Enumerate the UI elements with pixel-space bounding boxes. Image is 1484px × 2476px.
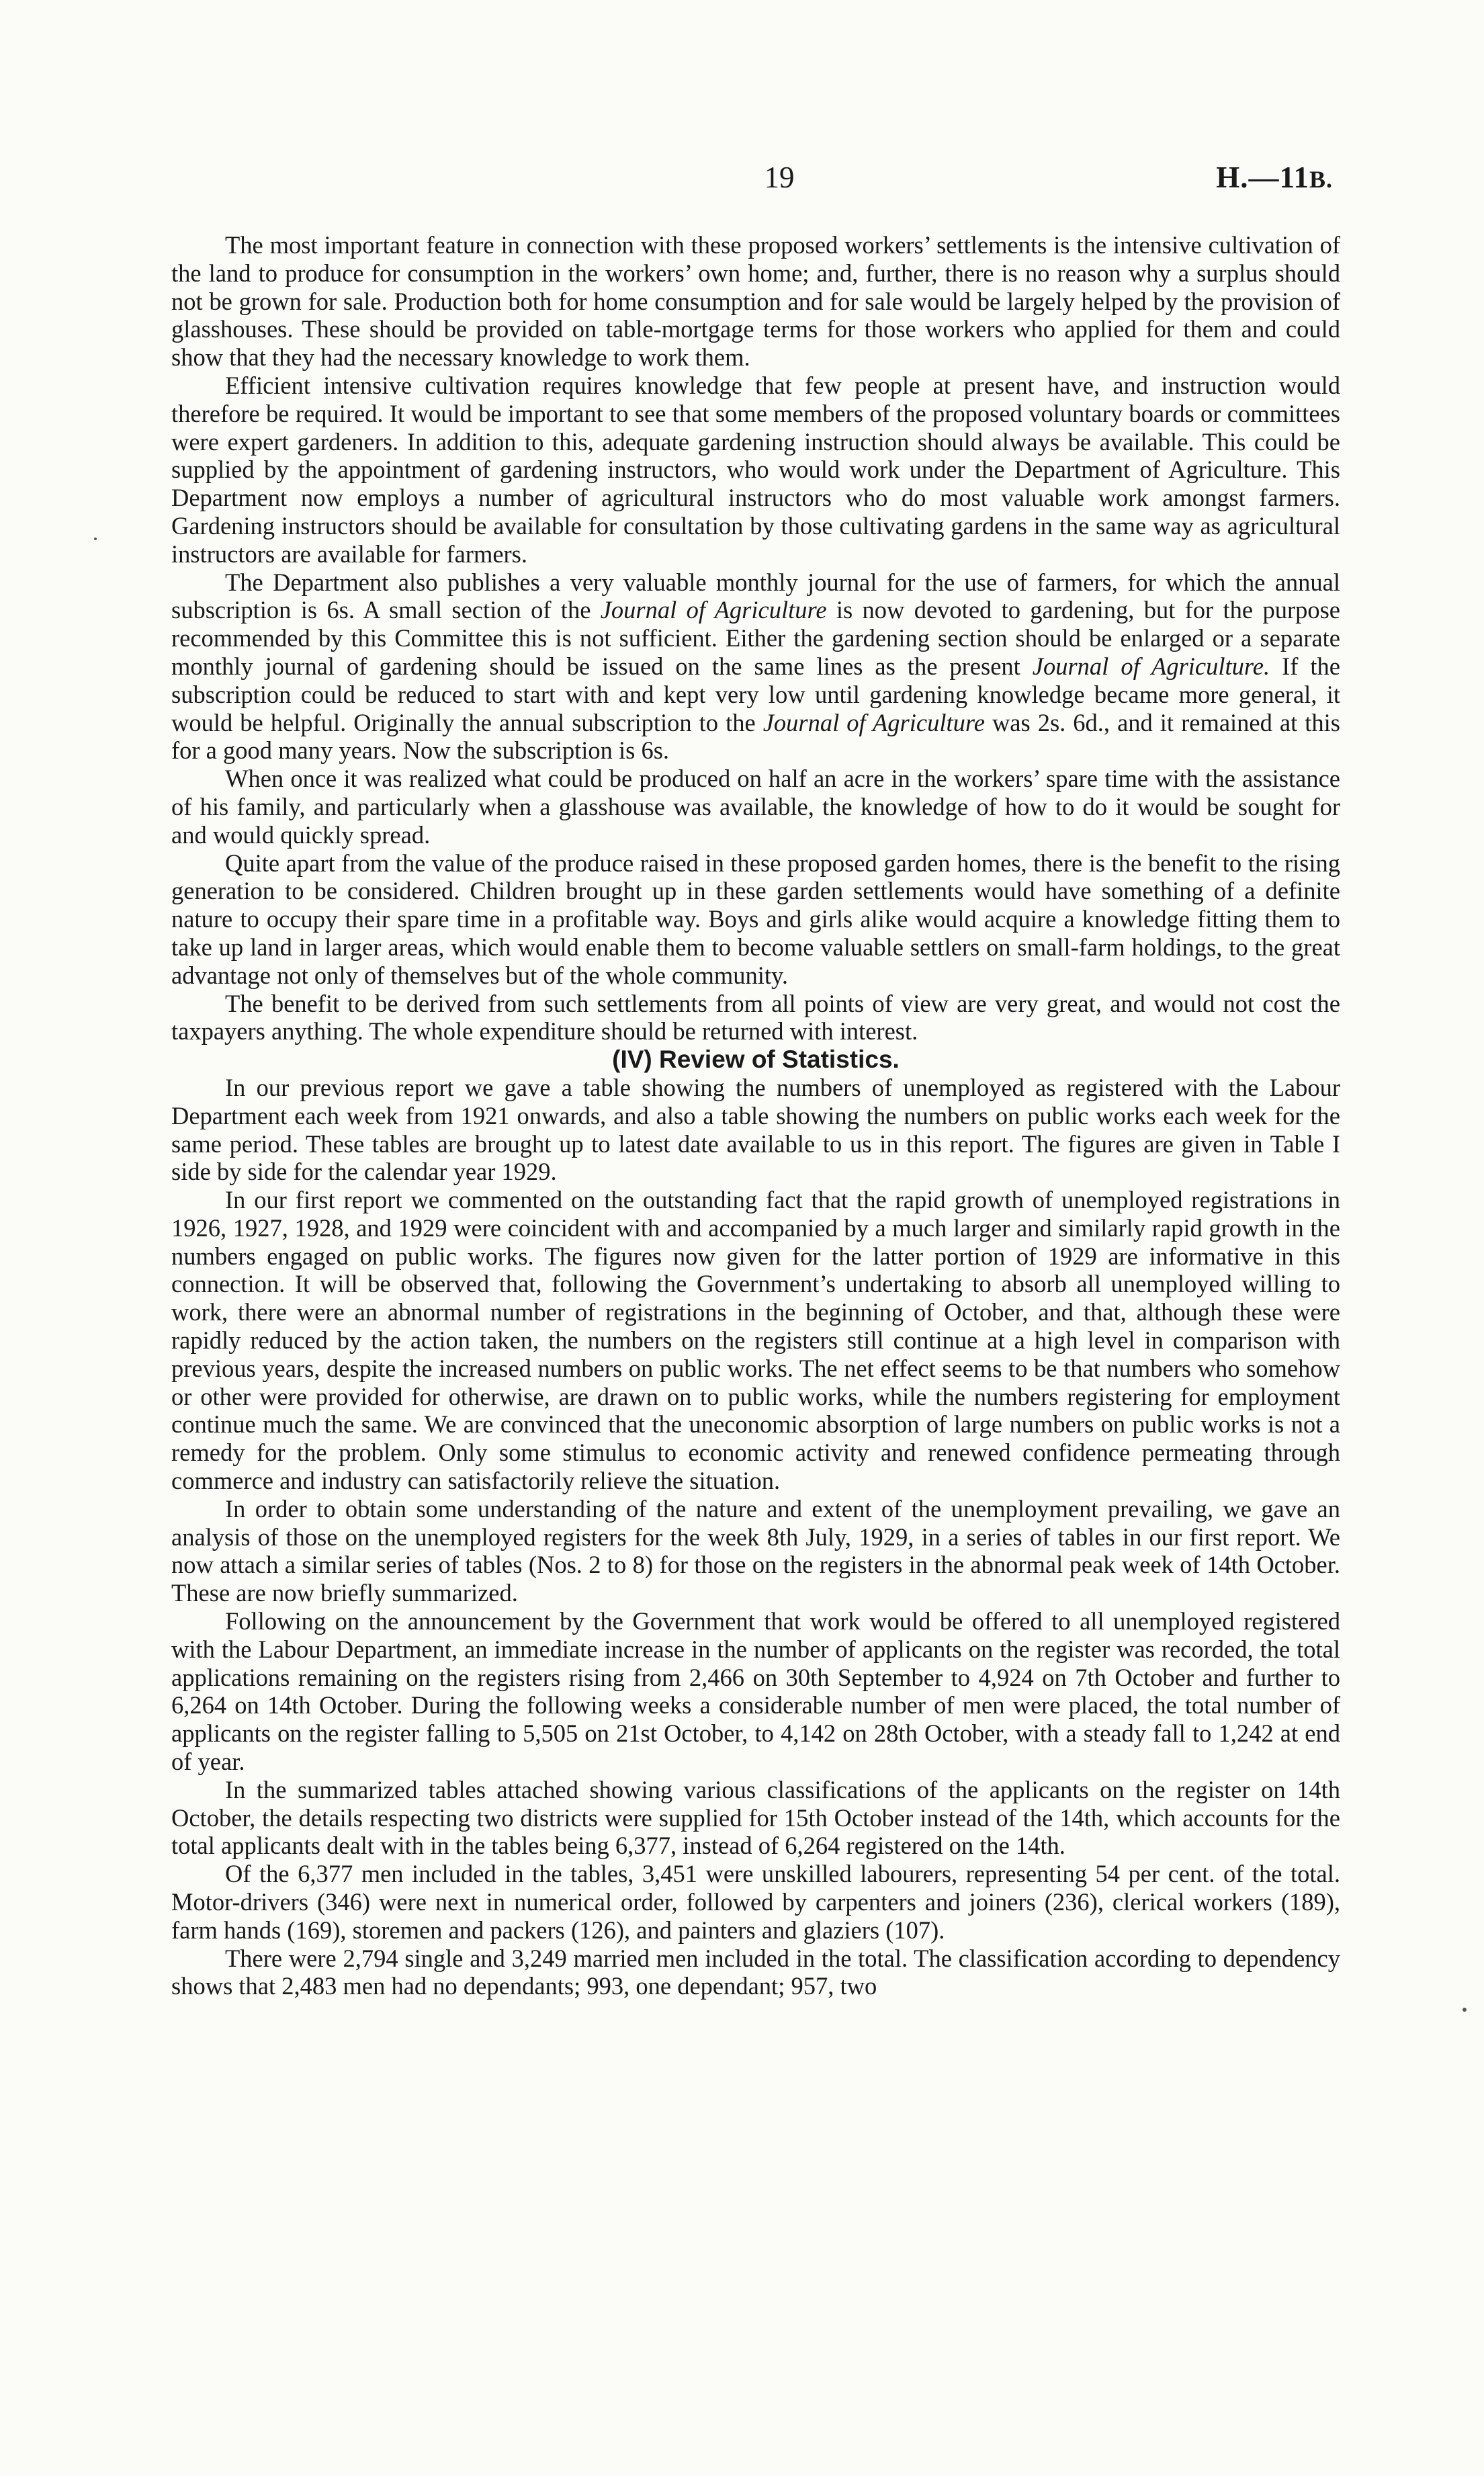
page-number: 19	[764, 161, 795, 194]
paragraph: Quite apart from the value of the produce raised in these proposed garden homes, there is the benefit to the rising generation to be considered. Children brought up in these garden settlements would have something of a definite nature to occupy their spare time in a profitable way. Boys and girls alike would acquire a knowledge fitting them to take up land in larger areas, which would enable them to become valuable settlers on small-farm holdings, to the great advantage not only of themselves but of the whole community.	[171, 849, 1340, 989]
paragraph: Of the 6,377 men included in the tables, 3,451 were unskilled labourers, representing 54 per cent. of the total. Motor-drivers (346) were next in numerical order, followed by carpenters and joiners (236), clerical workers (189), farm hands (169), storemen and packers (126), and painters and glaziers (107).	[171, 1860, 1340, 1944]
journal-title: Journal of Agriculture.	[1032, 652, 1270, 680]
doc-ref-main: H.—11	[1216, 161, 1309, 194]
paragraph: Efficient intensive cultivation requires knowledge that few people at present have, and instruction would therefore be required. It would be important to see that some members of the proposed voluntary boards or committees were expert gardeners. In addition to this, adequate gardening instruction should always be available. This could be supplied by the appointment of gardening instructors, who would work under the Department of Agriculture. This Department now employs a number of agricultural instructors who do most valuable work amongst farmers. Gardening instructors should be available for consultation by those cultivating gardens in the same way as agricultural instructors are available for farmers.	[171, 371, 1340, 568]
text-run: The Department also publishes a very valuable monthly journal for the use of farmers, for which the annual subscription is 6s. A small section of the	[171, 568, 1340, 624]
journal-title: Journal of Agriculture	[762, 708, 985, 736]
text-run: was 2s. 6d., and it remained at this for a good many years. Now the subscription is 6s.	[171, 708, 1340, 765]
paragraph: Following on the announcement by the Government that work would be offered to all unemployed registered with the Labour Department, an immediate increase in the number of applicants on the register was recorded, the total applications remaining on the registers rising from 2,466 on 30th September to 4,924 on 7th October and further to 6,264 on 14th October. During the following weeks a considerable number of men were placed, the total number of applicants on the register falling to 5,505 on 21st October, to 4,142 on 28th October, with a steady fall to 1,242 at end of year.	[171, 1607, 1340, 1776]
doc-ref-suffix: B.	[1309, 166, 1333, 193]
section-heading: (IV) Review of Statistics.	[612, 1045, 900, 1074]
paragraph: In the summarized tables attached showing various classifications of the applicants on the register on 14th October, the details respecting two districts were supplied for 15th October instead of the 14th, which accounts for the total applicants dealt with in the tables being 6,377, instead of 6,264 registered on the 14th.	[171, 1775, 1340, 1860]
scan-speck	[94, 538, 97, 540]
text-run: is now devoted to gardening, but for the purpose recommended by this Committee this is not sufficient. Either the gardening section should be enlarged or a separate monthly journal of gardening should be issued on the same lines as the present	[171, 596, 1341, 680]
paragraph: In order to obtain some understanding of the nature and extent of the unemployment prevailing, we gave an analysis of those on the unemployed registers for the week 8th July, 1929, in a series of tables in our first report. We now attach a similar series of tables (Nos. 2 to 8) for those on the registers in the abnormal peak week of 14th October. These are now briefly summarized.	[171, 1494, 1340, 1607]
journal-title: Journal of Agriculture	[600, 596, 827, 624]
paragraph: There were 2,794 single and 3,249 married men included in the total. The classification according to dependency shows that 2,483 men had no dependants; 993, one dependant; 957, two	[171, 1944, 1340, 2000]
paragraph: In our first report we commented on the outstanding fact that the rapid growth of unemployed registrations in 1926, 1927, 1928, and 1929 were coincident with and accompanied by a much larger and similarly rapid growth in the numbers engaged on public works. The figures now given for the latter portion of 1929 are informative in this connection. It will be observed that, following the Government’s undertaking to absorb all unemployed willing to work, there were an abnormal number of registrations in the beginning of October, and that, although these were rapidly reduced by the action taken, the numbers on the registers still continue at a high level in comparison with previous years, despite the increased numbers on public works. The net effect seems to be that numbers who somehow or other were provided for otherwise, are drawn on to public works, while the numbers registering for employment continue much the same. We are convinced that the uneconomic absorption of large numbers on public works is not a remedy for the problem. Only some stimulus to economic activity and renewed confidence permeating through commerce and industry can satisfactorily relieve the situation.	[171, 1186, 1340, 1495]
paragraph: In our previous report we gave a table showing the numbers of unemployed as registered with the Labour Department each week from 1921 onwards, and also a table showing the numbers on public works each week for the same period. These tables are brought up to latest date available to us in this report. The figures are given in Table I side by side for the calendar year 1929.	[171, 1073, 1340, 1186]
paragraph: When once it was realized what could be produced on half an acre in the workers’ spare time with the assistance of his family, and particularly when a glasshouse was available, the knowledge of how to do it would be sought for and would quickly spread.	[171, 765, 1340, 849]
paragraph: The benefit to be derived from such settlements from all points of view are very great, and would not cost the taxpayers anything. The whole expenditure should be returned with interest.	[171, 989, 1340, 1045]
paragraph: The most important feature in connection with these proposed workers’ settlements is the intensive cultivation of the land to produce for consumption in the workers’ own home; and, further, there is no reason why a surplus should not be grown for sale. Production both for home consumption and for sale would be largely helped by the provision of glasshouses. These should be provided on table-mortgage terms for those workers who applied for them and could show that they had the necessary knowledge to work them.	[171, 231, 1340, 372]
paragraph	[171, 568, 1340, 765]
document-reference	[1216, 160, 1333, 195]
text-run: If the subscription could be reduced to start with and kept very low until gardening knowledge became more general, it would be helpful. Originally the annual subscription to the	[171, 652, 1340, 736]
scan-speck	[1463, 2008, 1467, 2012]
body-text	[171, 231, 1340, 2000]
